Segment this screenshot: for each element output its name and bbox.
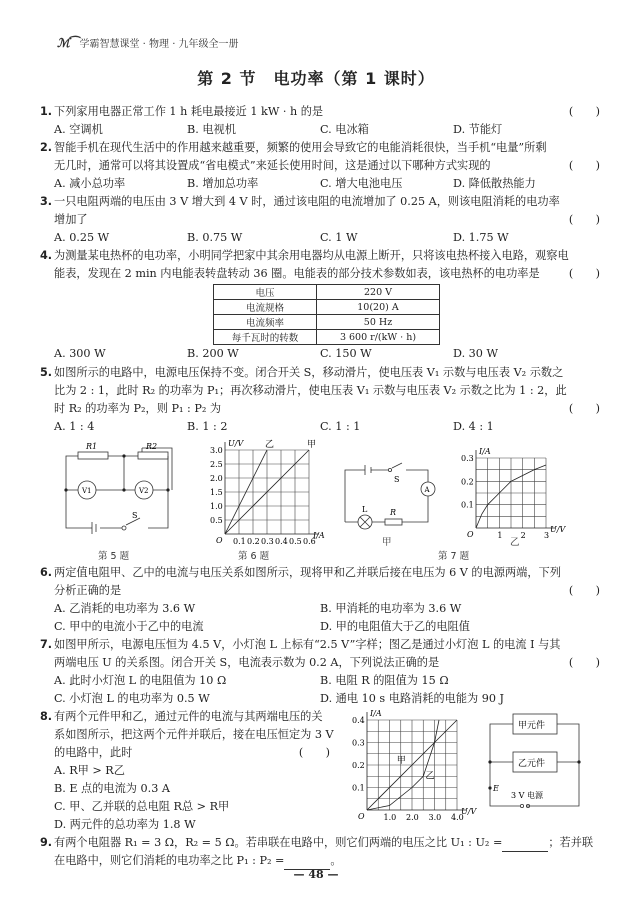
table-cell: 电压 <box>214 285 317 300</box>
answer-bracket[interactable]: ( ) <box>568 105 600 118</box>
answer-blank-1[interactable] <box>502 839 548 852</box>
question-text: 。 <box>330 854 342 867</box>
label-ammeter: A <box>424 486 430 494</box>
option-c[interactable]: C. 小灯泡 L 的电功率为 0.5 W <box>54 692 210 705</box>
question-text: 如图所示的电路中，电源电压保持不变。闭合开关 S，移动滑片，使电压表 V₁ 示数与电压表 V₂ 示数之 <box>54 366 564 379</box>
x-tick-label: 0.4 <box>275 537 288 546</box>
table-row <box>214 300 440 315</box>
y-tick-label: 0.3 <box>352 738 365 748</box>
question-text: 分析正确的是 <box>54 584 122 597</box>
figure-5-circuit <box>60 442 170 538</box>
option-d[interactable]: D. 通电 10 s 电路消耗的电能为 90 J <box>320 692 505 705</box>
answer-bracket[interactable]: ( ) <box>568 159 600 172</box>
question-8 <box>40 708 340 834</box>
table-cell: 50 Hz <box>317 315 440 330</box>
answer-bracket[interactable]: ( ) <box>568 656 600 669</box>
figure-6-caption: 第 6 题 <box>238 551 270 562</box>
option-d[interactable]: D. 1.75 W <box>453 231 509 244</box>
label-r2: R2 <box>146 442 158 451</box>
x-axis-label: I/A <box>313 531 325 540</box>
y-tick-label: 1.5 <box>210 488 223 497</box>
question-number: 2. <box>40 141 53 154</box>
x-tick-label: 2 <box>520 531 526 540</box>
question-5 <box>40 364 600 436</box>
section-title: 第 2 节 电功率（第 1 课时） <box>197 69 435 88</box>
x-axis-label: U/V <box>550 525 566 534</box>
question-4 <box>40 247 600 283</box>
table-cell: 220 V <box>317 285 440 300</box>
resistor-r1 <box>78 452 108 459</box>
publisher-logo: ℳ⁀ <box>57 35 76 50</box>
label-element-yi: 乙元件 <box>518 759 546 769</box>
figure-5-caption: 第 5 题 <box>98 551 130 562</box>
label-lamp: L <box>362 505 368 514</box>
y-axis-label: I/A <box>370 709 382 718</box>
question-number: 7. <box>40 638 53 651</box>
option-b[interactable]: B. 200 W <box>187 347 239 360</box>
label-r1: R1 <box>86 442 98 451</box>
x-tick-label: 0.5 <box>289 537 302 546</box>
option-c[interactable]: C. 甲中的电流小于乙中的电流 <box>54 620 204 633</box>
figure-8-circuit <box>485 712 595 812</box>
x-tick-label: 0.1 <box>233 537 246 546</box>
question-2 <box>40 139 600 193</box>
question-text: 一只电阻两端的电压由 3 V 增大到 4 V 时，通过该电阻的电流增加了 0.25 A，则该电阻消耗的电功率 <box>54 195 560 208</box>
y-tick-label: 0.3 <box>461 454 474 463</box>
y-tick-label: 3.0 <box>210 446 223 455</box>
figure-7-caption: 第 7 题 <box>438 551 470 562</box>
label-v1: V1 <box>82 487 92 495</box>
table-row <box>214 330 440 345</box>
figure-8-chart <box>345 708 475 830</box>
option-a[interactable]: A. 1 : 4 <box>54 420 95 433</box>
option-b[interactable]: B. 甲消耗的电功率为 3.6 W <box>320 602 462 615</box>
question-text: 系如图所示，把这两个元件并联后，接在电压恒定为 3 V <box>54 728 334 741</box>
x-tick-label: 4.0 <box>451 813 464 822</box>
question-1 <box>40 103 600 139</box>
question-text: 智能手机在现代生活中的作用越来越重要，频繁的使用会导致它的电能消耗很快，当手机“电量”所剩 <box>54 141 547 154</box>
table-row <box>214 315 440 330</box>
question-text: 为测量某电热杯的电功率，小明同学把家中其余用电器均从电源上断开，只将该电热杯接入电路，观察电 <box>54 249 569 262</box>
option-a[interactable]: A. 空调机 <box>54 123 103 136</box>
option-b[interactable]: B. E 点的电流为 0.3 A <box>54 782 170 795</box>
question-text: 有两个电阻器 R₁ = 3 Ω，R₂ = 5 Ω。若串联在电路中，则它们两端的电压之比 U₁ : U₂ = <box>54 836 503 849</box>
y-tick-label: 2.0 <box>210 474 223 483</box>
table-cell: 每千瓦时的转数 <box>214 330 317 345</box>
option-a[interactable]: A. 0.25 W <box>54 231 110 244</box>
question-6 <box>40 564 600 636</box>
series-label: 乙 <box>425 771 435 782</box>
y-tick-label: 1.0 <box>210 502 223 511</box>
option-b[interactable]: B. 电视机 <box>187 123 236 136</box>
label-r: R <box>390 508 397 517</box>
series-label: 甲 <box>307 440 317 450</box>
table-row <box>214 285 440 300</box>
page-number: — 48 — <box>293 868 339 881</box>
question-text: 下列家用电器正常工作 1 h 耗电最接近 1 kW · h 的是 <box>54 105 324 118</box>
answer-bracket[interactable]: ( ) <box>568 584 600 597</box>
option-b[interactable]: B. 1 : 2 <box>187 420 228 433</box>
x-tick-label: 3 <box>544 531 550 540</box>
option-a[interactable]: A. 300 W <box>54 347 106 360</box>
question-number: 9. <box>40 836 53 849</box>
label-switch: S <box>394 475 400 484</box>
y-tick-label: 0.1 <box>352 783 365 793</box>
question-7 <box>40 636 600 708</box>
y-tick-label: 2.5 <box>210 460 223 469</box>
y-axis-label: I/A <box>479 447 491 456</box>
series-label: 乙 <box>265 440 275 450</box>
label-switch: S <box>132 511 138 520</box>
battery-icon <box>92 522 96 534</box>
y-tick-label: 0.1 <box>461 500 474 510</box>
x-tick-label: 3.0 <box>428 813 442 822</box>
figure-7a-caption: 甲 <box>382 537 392 548</box>
figure-7-circuit <box>340 462 440 534</box>
label-element-jia: 甲元件 <box>518 721 546 731</box>
question-text: 增加了 <box>54 213 88 226</box>
question-text: 如图甲所示，电源电压恒为 4.5 V，小灯泡 L 上标有“2.5 V”字样；图乙是通过小灯泡 L 的电流 I 与其 <box>54 638 561 651</box>
y-tick-label: 0.5 <box>210 516 223 525</box>
question-text: 能表，发现在 2 min 内电能表转盘转动 36 圈。电能表的部分技术参数如表，该电热杯的电功率是 <box>54 267 540 280</box>
option-b[interactable]: B. 0.75 W <box>187 231 243 244</box>
question-number: 4. <box>40 249 53 262</box>
table-cell: 10(20) A <box>317 300 440 315</box>
y-tick-label: 0.2 <box>352 761 365 770</box>
figure-6-chart <box>205 438 340 546</box>
option-c[interactable]: C. 甲、乙并联的总电阻 R总 > R甲 <box>54 800 230 813</box>
option-a[interactable]: A. 此时小灯泡 L 的电阻值为 10 Ω <box>54 674 227 687</box>
option-d[interactable]: D. 甲的电阻值大于乙的电阻值 <box>320 620 470 633</box>
figure-7-chart <box>458 438 578 542</box>
x-tick-label: 1.0 <box>383 813 397 822</box>
x-tick-label: 0.2 <box>247 537 260 546</box>
running-header <box>57 35 239 50</box>
x-tick-label: 1 <box>497 531 503 540</box>
question-text: 无几时，通常可以将其设置成“省电模式”来延长使用时间，这是通过以下哪种方式实现的 <box>54 159 491 172</box>
question-number: 5. <box>40 366 53 379</box>
origin-label: O <box>216 536 223 545</box>
option-a[interactable]: A. 减小总功率 <box>54 177 126 190</box>
x-tick-label: 2.0 <box>406 813 419 822</box>
question-4-options <box>40 345 600 363</box>
answer-bracket[interactable]: ( ) <box>568 402 600 415</box>
origin-label: O <box>467 530 474 539</box>
figure-7b-caption: 乙 <box>510 537 520 548</box>
label-power-source: 3 V 电源 <box>511 791 543 800</box>
option-a[interactable]: A. 乙消耗的电功率为 3.6 W <box>54 602 196 615</box>
x-tick-label: 0.3 <box>261 537 274 546</box>
option-b[interactable]: B. 电阻 R 的阻值为 15 Ω <box>320 674 449 687</box>
table-cell: 电流规格 <box>214 300 317 315</box>
resistor-r <box>385 519 402 525</box>
question-3 <box>40 193 600 247</box>
option-d[interactable]: D. 降低散热能力 <box>453 177 536 190</box>
header-text: 学霸智慧课堂 · 物理 · 九年级全一册 <box>79 39 239 50</box>
battery-icon <box>365 465 371 475</box>
option-d[interactable]: D. 节能灯 <box>453 123 503 136</box>
resistor-r2 <box>138 452 168 459</box>
label-point-e: E <box>493 784 499 793</box>
option-c[interactable]: C. 增大电池电压 <box>320 177 403 190</box>
option-c[interactable]: C. 1 W <box>320 231 358 244</box>
table-cell: 3 600 r/(kW · h) <box>317 330 440 345</box>
origin-label: O <box>358 812 365 821</box>
question-text: 有两个元件甲和乙，通过元件的电流与其两端电压的关 <box>54 710 323 723</box>
label-v2: V2 <box>139 487 149 495</box>
question-text: 两端电压 U 的关系图。闭合开关 S，电流表示数为 0.2 A，下列说法正确的是 <box>54 656 440 669</box>
question-number: 8. <box>40 710 53 723</box>
question-number: 6. <box>40 566 53 579</box>
x-axis-label: U/V <box>461 807 477 816</box>
option-b[interactable]: B. 增加总功率 <box>187 177 259 190</box>
x-tick-label: 0.6 <box>303 537 316 546</box>
question-text: 比为 2 : 1，此时 R₂ 的功率为 P₁；再次移动滑片，使电压表 V₁ 示数与电压表 V₂ 示数之比为 1 : 2，此 <box>54 384 567 397</box>
option-a[interactable]: A. R甲 > R乙 <box>54 764 125 777</box>
answer-bracket[interactable]: ( ) <box>568 267 600 280</box>
meter-parameter-table <box>213 284 440 345</box>
answer-bracket[interactable]: ( ) <box>568 213 600 226</box>
question-number: 1. <box>40 105 53 118</box>
option-c[interactable]: C. 150 W <box>320 347 372 360</box>
option-d[interactable]: D. 两元件的总功率为 1.8 W <box>54 818 196 831</box>
question-9 <box>40 834 600 870</box>
question-text: ；若并联 <box>548 836 594 849</box>
option-c[interactable]: C. 1 : 1 <box>320 420 361 433</box>
y-axis-label: U/V <box>228 439 244 448</box>
option-d[interactable]: D. 30 W <box>453 347 498 360</box>
question-text: 两定值电阻甲、乙中的电流与电压关系如图所示，现将甲和乙并联后接在电压为 6 V 的电源两端，下列 <box>54 566 561 579</box>
y-tick-label: 0.2 <box>461 477 474 487</box>
question-text: 的电路中，此时 <box>54 746 133 759</box>
option-d[interactable]: D. 4 : 1 <box>453 420 494 433</box>
question-text: 在电路中，则它们消耗的电功率之比 P₁ : P₂ = <box>54 854 285 867</box>
table-cell: 电流频率 <box>214 315 317 330</box>
y-tick-label: 0.4 <box>352 716 365 725</box>
question-text: 时 R₂ 的功率为 P₂，则 P₁ : P₂ 为 <box>54 402 222 415</box>
question-number: 3. <box>40 195 53 208</box>
series-label: 甲 <box>396 755 406 766</box>
answer-bracket[interactable]: ( ) <box>298 746 330 759</box>
option-c[interactable]: C. 电冰箱 <box>320 123 369 136</box>
